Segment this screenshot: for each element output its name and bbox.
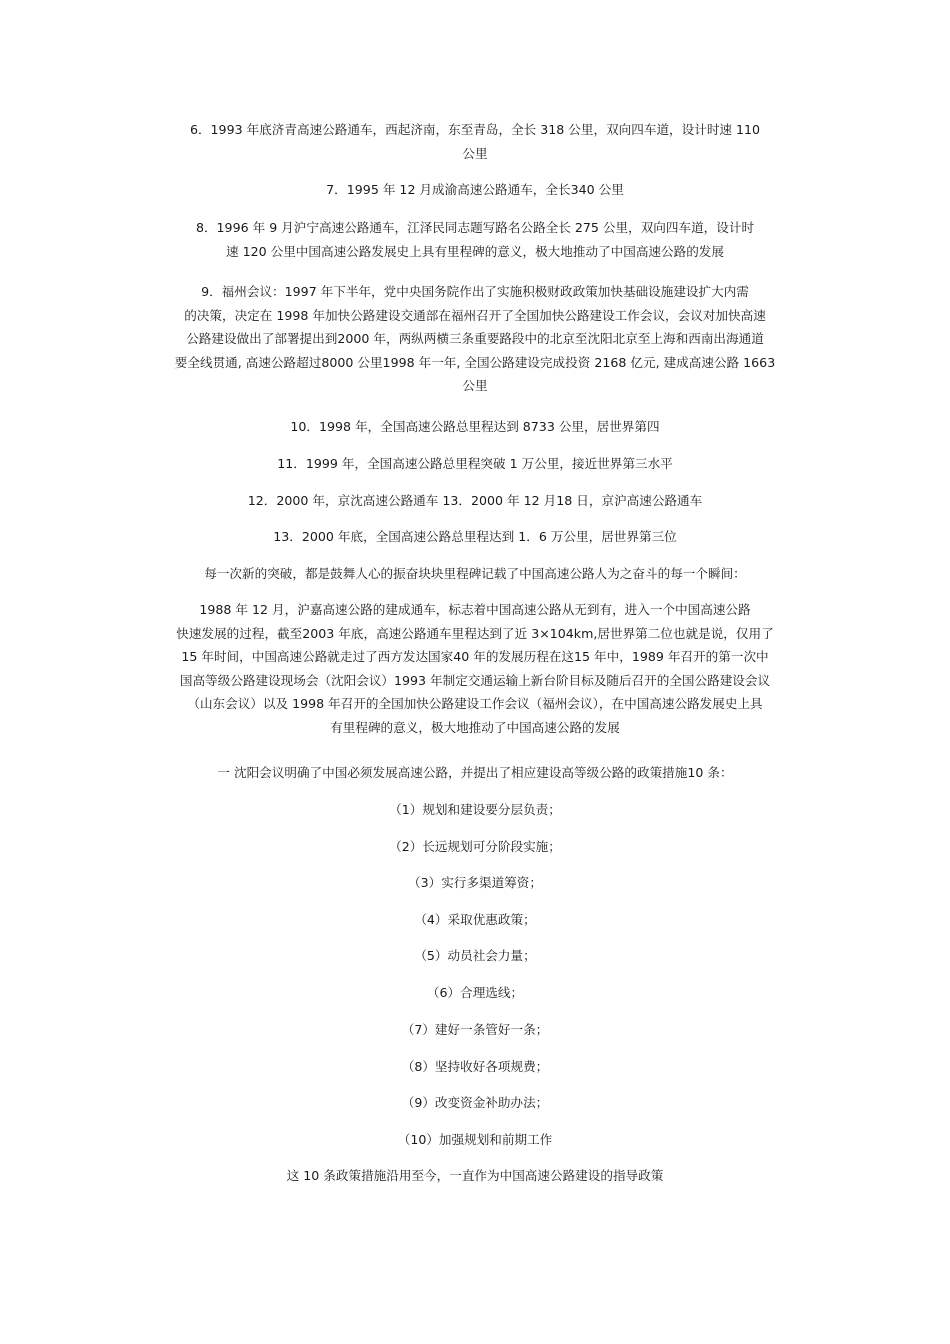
history-item-12 xyxy=(140,489,810,513)
history-item-10-line-1: 10．1998 年，全国高速公路总里程达到 8733 公里，居世界第四 xyxy=(290,419,660,434)
history-item-6 xyxy=(140,118,810,165)
policy-heading: 一 沈阳会议明确了中国必须发展高速公路，并提出了相应建设高等级公路的政策措施10 条： xyxy=(217,765,733,780)
history-item-8 xyxy=(140,216,810,263)
history-item-12-line-1: 12．2000 年，京沈高速公路通车 13．2000 年 12 月18 日，京沪高速公路通车 xyxy=(247,493,703,508)
summary-paragraph xyxy=(140,598,810,739)
policy-item-9: （9）改变资金补助办法； xyxy=(401,1095,549,1110)
summary-line-1: 1988 年 12 月，沪嘉高速公路的建成通车，标志着中国高速公路从无到有，进入一个中国高速公路 xyxy=(199,602,751,617)
policy-item-1: （1）规划和建设要分层负责； xyxy=(389,802,561,817)
policy-item-2: （2）长远规划可分阶段实施； xyxy=(389,839,561,854)
policy-item-7: （7）建好一条管好一条； xyxy=(401,1022,549,1037)
history-item-9-line-2: 的决策，决定在 1998 年加快公路建设交通部在福州召开了全国加快公路建设工作会议，会议对加快高速 xyxy=(184,307,766,323)
policy-item-6: （6）合理选线； xyxy=(426,985,524,1000)
history-item-9 xyxy=(140,280,810,398)
intro-paragraph: 每一次新的突破，都是鼓舞人心的振奋块块里程碑记载了中国高速公路人为之奋斗的每一个瞬间： xyxy=(204,566,746,581)
history-item-11-line-1: 11．1999 年，全国高速公路总里程突破 1 万公里，接近世界第三水平 xyxy=(277,456,673,471)
history-item-7-line-1: 7．1995 年 12 月成渝高速公路通车，全长340 公里 xyxy=(326,182,624,197)
policy-item-8: （8）坚持收好各项规费； xyxy=(401,1059,549,1074)
history-item-7 xyxy=(140,178,810,202)
policy-item-5: （5）动员社会力量； xyxy=(414,948,536,963)
history-item-9-line-5: 公里 xyxy=(462,378,488,393)
policy-item-4: （4）采取优惠政策； xyxy=(414,912,536,927)
history-item-10 xyxy=(140,415,810,439)
history-item-13 xyxy=(140,525,810,549)
history-item-13-line-1: 13．2000 年底，全国高速公路总里程达到 1．6 万公里，居世界第三位 xyxy=(273,529,677,544)
history-item-6-line-1: 6．1993 年底济青高速公路通车，西起济南，东至青岛，全长 318 公里，双向四车道，设计时速 110 xyxy=(189,122,761,137)
history-item-9-line-3: 公路建设做出了部署提出到2000 年，两纵两横三条重要路段中的北京至沈阳北京至上海和西南出海通道 xyxy=(186,331,764,346)
history-item-6-line-2: 公里 xyxy=(462,145,488,161)
history-item-11 xyxy=(140,452,810,476)
policy-item-3: （3）实行多渠道筹资； xyxy=(408,875,542,890)
history-item-9-line-4: 要全线贯通, 高速公路超过8000 公里1998 年一年, 全国公路建设完成投资 2168 亿元, 建成高速公路 1663 xyxy=(174,354,776,370)
summary-line-3: 15 年时间，中国高速公路就走过了西方发达国家40 年的发展历程在这15 年中，1989 年召开的第一次中 xyxy=(181,649,769,664)
history-item-8-line-2: 速 120 公里中国高速公路发展史上具有里程碑的意义，极大地推动了中国高速公路的发展 xyxy=(225,243,724,259)
policy-item-10: （10）加强规划和前期工作 xyxy=(397,1132,553,1147)
history-item-9-line-1: 9．福州会议：1997 年下半年，党中央国务院作出了实施积极财政政策加快基础设施建设扩大内需 xyxy=(201,284,749,299)
history-item-8-line-1: 8．1996 年 9 月沪宁高速公路通车，江泽民同志题写路名公路全长 275 公里，双向四车道，设计时 xyxy=(195,220,755,235)
summary-line-6: 有里程碑的意义，极大地推动了中国高速公路的发展 xyxy=(330,719,620,735)
summary-line-2: 快速发展的过程，截至2003 年底，高速公路通车里程达到了近 3×104km,居世界第二位也就是说，仅用了 xyxy=(176,625,774,641)
closing-paragraph: 这 10 条政策措施沿用至今，一直作为中国高速公路建设的指导政策 xyxy=(286,1168,664,1183)
summary-line-5: （山东会议）以及 1998 年召开的全国加快公路建设工作会议（福州会议），在中国高速公路发展史上具 xyxy=(187,696,763,711)
summary-line-4: 国高等级公路建设现场会（沈阳会议）1993 年制定交通运输上新台阶目标及随后召开的全国公路建设会议 xyxy=(179,672,771,688)
